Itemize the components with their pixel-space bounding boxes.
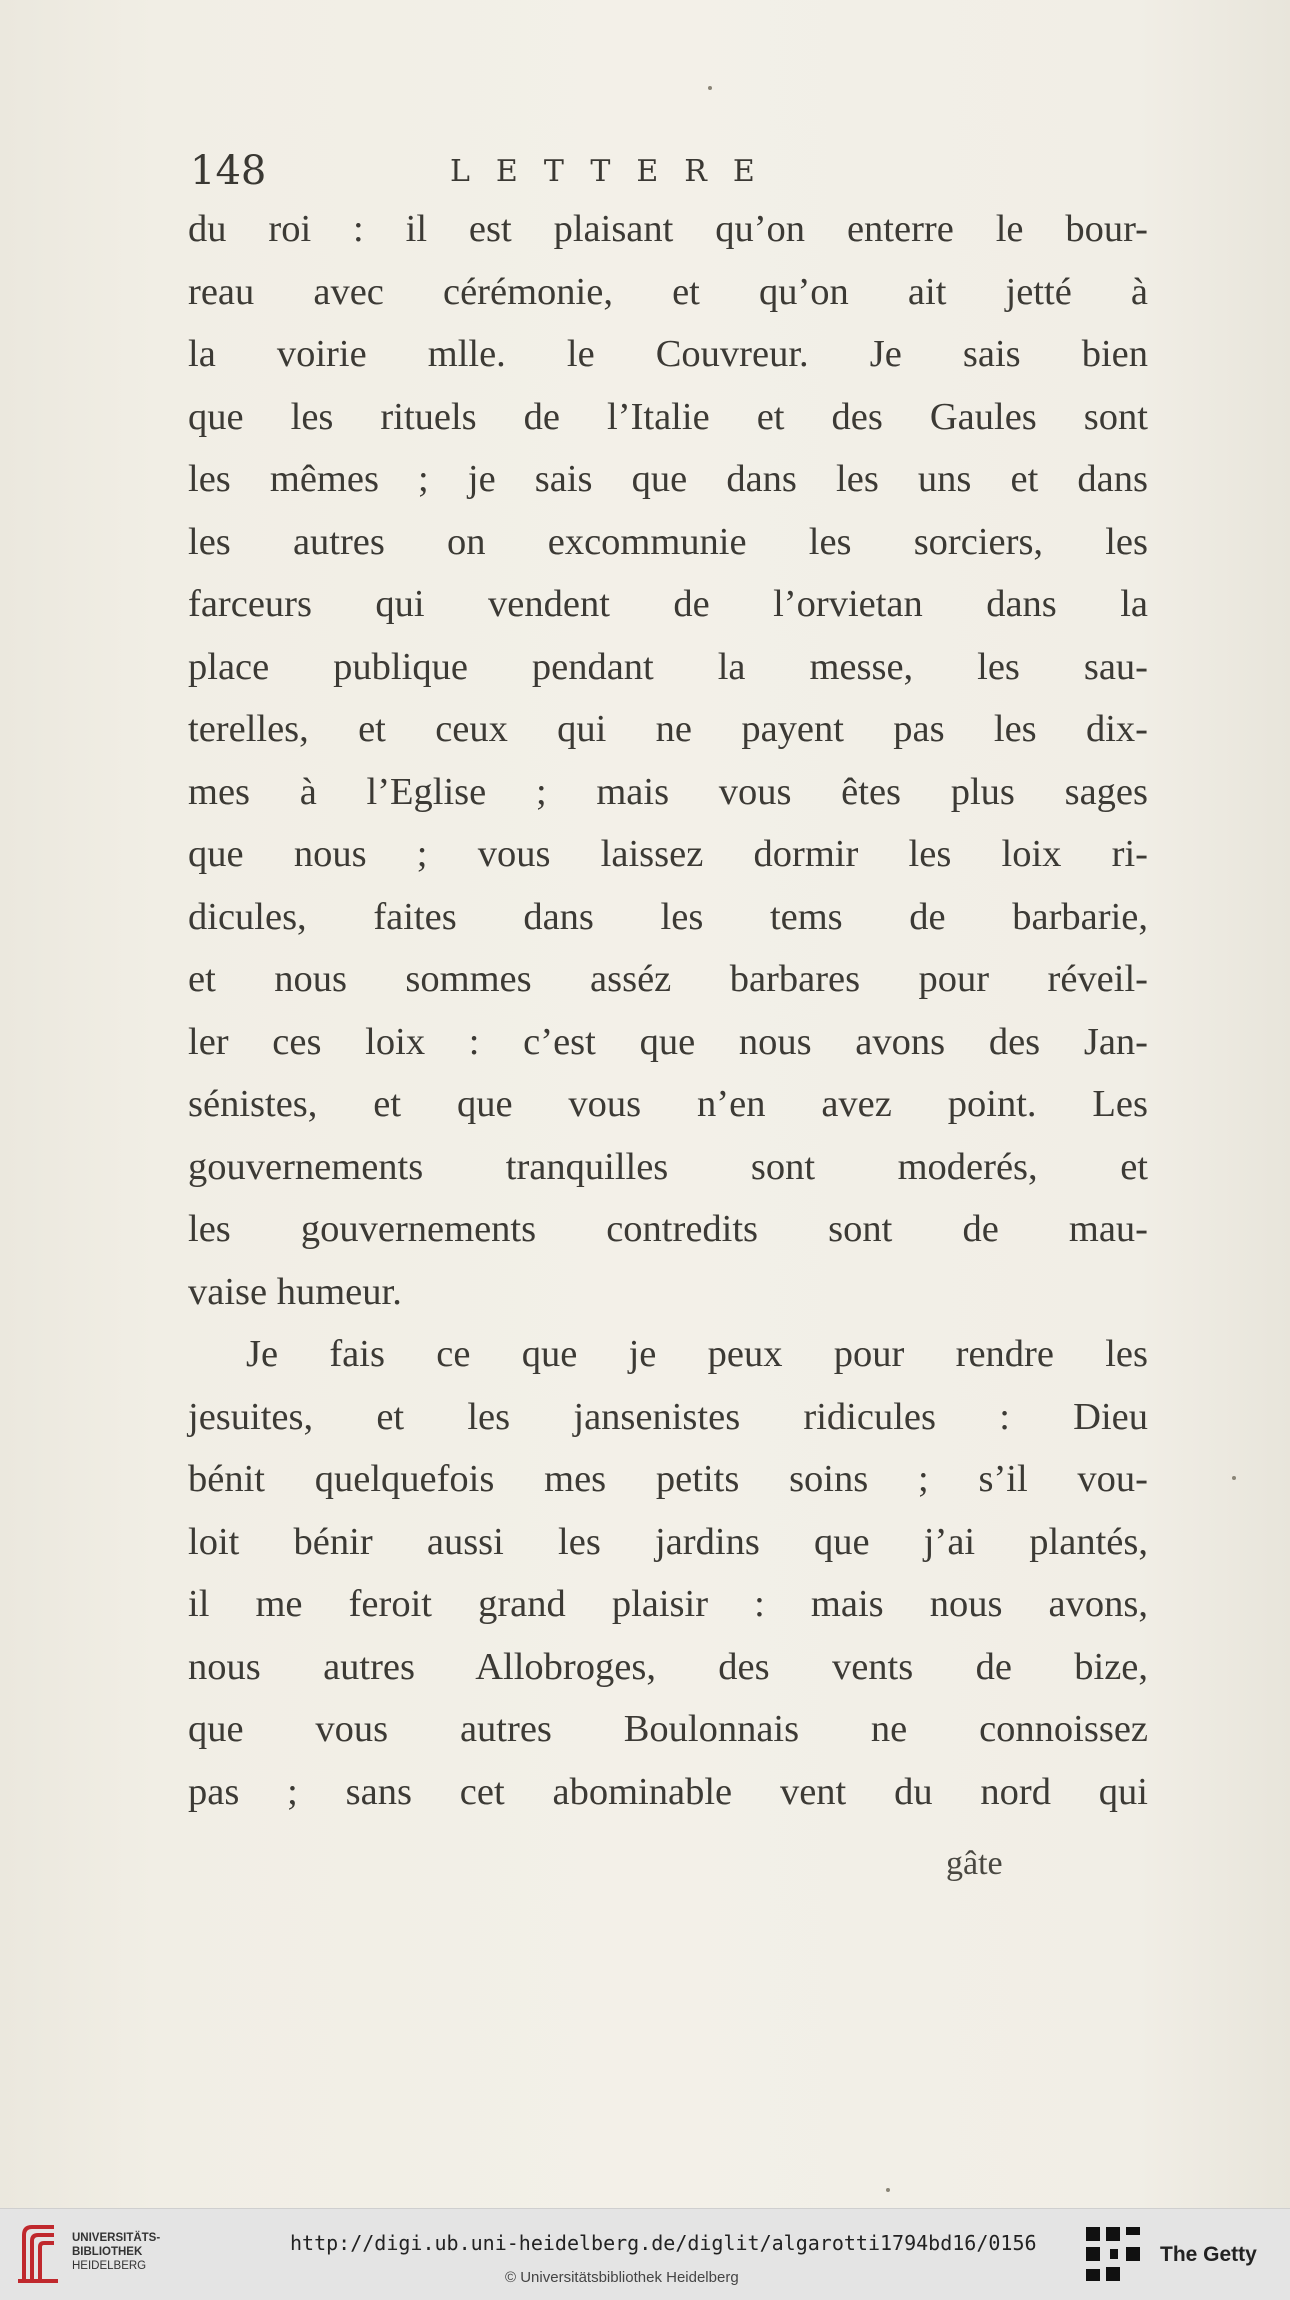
paper-speck xyxy=(708,86,712,90)
text-line: et nous sommes asséz barbares pour réveil- xyxy=(188,958,1148,1000)
text-line: farceurs qui vendent de l’orvietan dans la xyxy=(188,583,1148,625)
text-line: terelles, et ceux qui ne payent pas les dix- xyxy=(188,708,1148,750)
paper-speck xyxy=(886,2188,890,2192)
library-name-line: UNIVERSITÄTS- xyxy=(72,2232,161,2244)
text-line: que les rituels de l’Italie et des Gaules sont xyxy=(188,395,1148,438)
text-line: gouvernements tranquilles sont moderés, et xyxy=(188,1145,1148,1188)
text-line: dicules, faites dans les tems de barbarie, xyxy=(188,895,1148,938)
text-line: mes à l’Eglise ; mais vous êtes plus sages xyxy=(188,770,1148,813)
text-line: les mêmes ; je sais que dans les uns et dans xyxy=(188,458,1148,500)
getty-logo-icon xyxy=(1084,2225,1142,2287)
partner-name: The Getty xyxy=(1160,2243,1257,2266)
permalink-url[interactable]: http://digi.ub.uni-heidelberg.de/diglit/algarotti1794bd16/0156 xyxy=(290,2231,1037,2255)
text-line: pas ; sans cet abominable vent du nord qui xyxy=(188,1770,1148,1813)
text-line: il me feroit grand plaisir : mais nous avons, xyxy=(188,1583,1148,1625)
text-line: place publique pendant la messe, les sau- xyxy=(188,645,1148,688)
text-line: du roi : il est plaisant qu’on enterre le bour- xyxy=(188,208,1148,250)
library-name-line: HEIDELBERG xyxy=(72,2260,147,2272)
text-line: bénit quelquefois mes petits soins ; s’il vou- xyxy=(188,1458,1148,1500)
running-title: LETTERE xyxy=(450,154,781,189)
text-line-paragraph-start: Je fais ce que je peux pour rendre les xyxy=(246,1333,1148,1375)
text-line: reau avec cérémonie, et qu’on ait jetté à xyxy=(188,270,1148,313)
text-line: que vous autres Boulonnais ne connoissez xyxy=(188,1708,1148,1750)
library-name-line: BIBLIOTHEK xyxy=(72,2246,143,2258)
text-line: nous autres Allobroges, des vents de bize, xyxy=(188,1645,1148,1688)
text-line: ler ces loix : c’est que nous avons des Jan- xyxy=(188,1020,1148,1063)
catchword: gâte xyxy=(946,1845,1003,1882)
text-line: sénistes, et que vous n’en avez point. Les xyxy=(188,1083,1148,1125)
text-line: les gouvernements contredits sont de mau- xyxy=(188,1208,1148,1250)
viewer-footer xyxy=(0,2208,1290,2300)
body-text xyxy=(188,198,1148,1823)
page-number: 148 xyxy=(190,148,267,194)
text-line: les autres on excommunie les sorciers, les xyxy=(188,520,1148,563)
paper-speck xyxy=(1232,1476,1236,1480)
university-library-logo-icon xyxy=(14,2221,64,2287)
text-line-paragraph-end: vaise humeur. xyxy=(188,1270,402,1313)
university-library-name xyxy=(72,2231,160,2273)
text-line: la voirie mlle. le Couvreur. Je sais bien xyxy=(188,333,1148,375)
text-line: loit bénir aussi les jardins que j’ai plantés, xyxy=(188,1520,1148,1563)
copyright-notice: © Universitätsbibliothek Heidelberg xyxy=(505,2269,739,2286)
text-line: jesuites, et les jansenistes ridicules : Dieu xyxy=(188,1395,1148,1438)
text-line: que nous ; vous laissez dormir les loix ri- xyxy=(188,833,1148,875)
